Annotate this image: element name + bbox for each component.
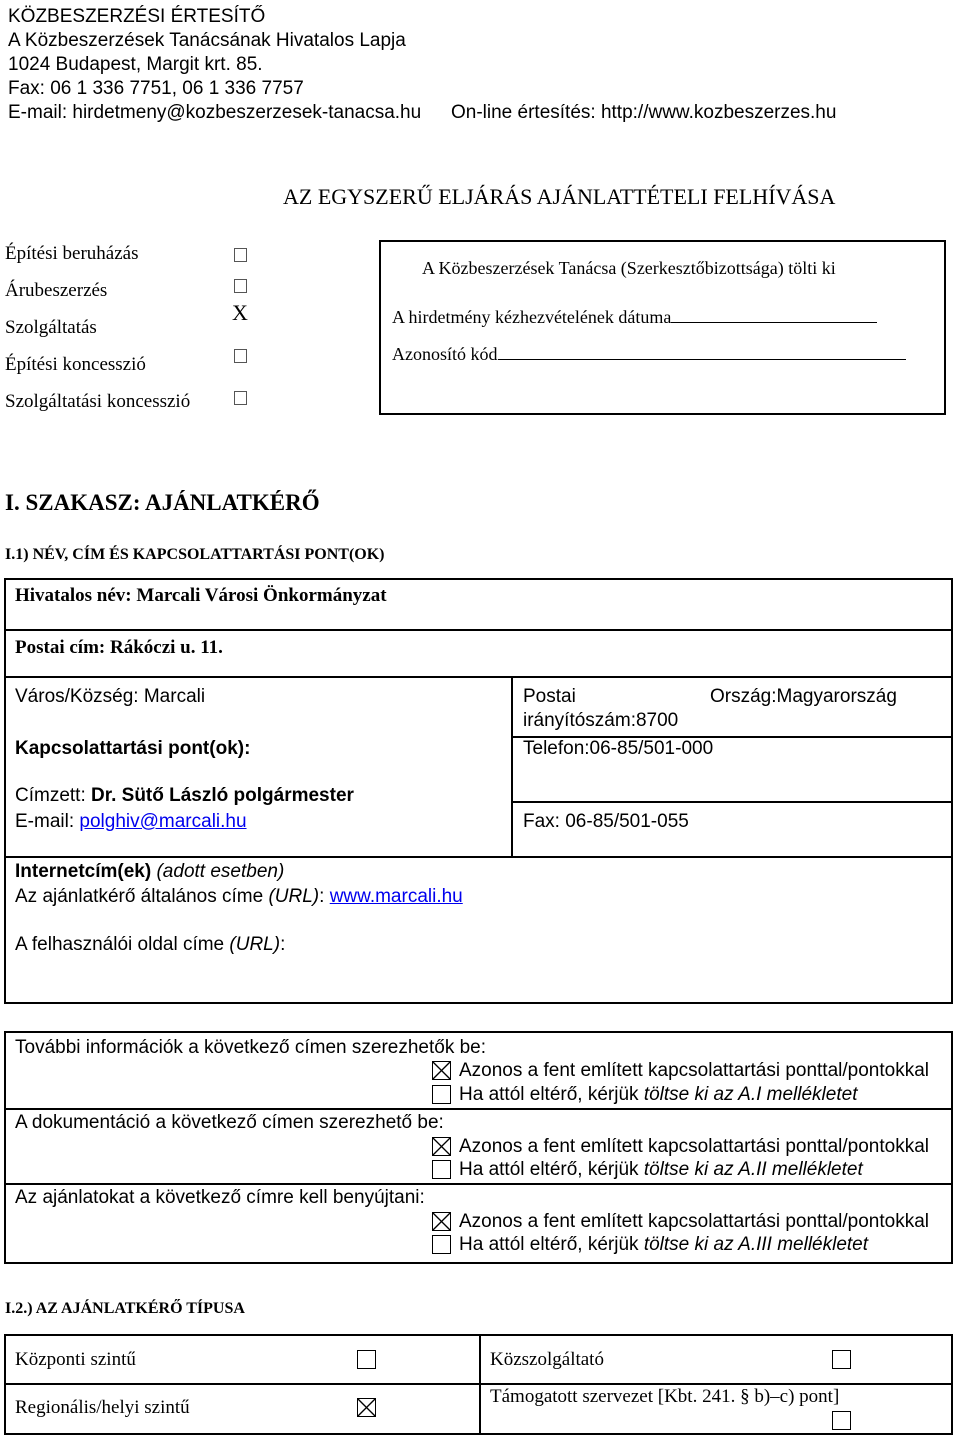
- column-divider: [479, 1334, 481, 1435]
- email-link[interactable]: polghiv@marcali.hu: [79, 811, 247, 832]
- other-address-prefix: Ha attól eltérő, kérjük: [459, 1159, 639, 1180]
- publisher-email: E-mail: hirdetmeny@kozbeszerzesek-tanacsa.hu: [8, 102, 422, 123]
- further-info-question: További információk a következő címen szerezhetők be:: [15, 1037, 487, 1058]
- identifier-row: [392, 343, 906, 365]
- internet-label: Internetcím(ek): [15, 861, 152, 882]
- other-address-prefix: Ha attól eltérő, kérjük: [459, 1084, 639, 1105]
- city: Város/Község: Marcali: [15, 686, 206, 707]
- buyer-type-title: [5, 1300, 245, 1318]
- same-contact-checkbox-1[interactable]: [432, 1061, 451, 1080]
- type-works-concession-checkbox[interactable]: [234, 349, 247, 363]
- row-divider: [4, 856, 953, 858]
- row-divider: [511, 801, 953, 803]
- country: Ország:Magyarország: [710, 686, 897, 707]
- internet-note: (adott esetben): [156, 861, 285, 882]
- public-service-checkbox[interactable]: [832, 1350, 851, 1369]
- row-divider: [4, 1183, 953, 1185]
- same-contact-checkbox-3[interactable]: [432, 1212, 451, 1231]
- addressee-label: Címzett:: [15, 785, 86, 806]
- supported-org-checkbox[interactable]: [832, 1411, 851, 1430]
- publisher-fax: Fax: 06 1 336 7751, 06 1 336 7757: [8, 78, 304, 99]
- submission-question: Az ajánlatokat a következő címre kell benyújtani:: [15, 1187, 425, 1208]
- buyer-type-name: AZ AJÁNLATKÉRŐ TÍPUSA: [35, 1300, 245, 1317]
- publisher-address: 1024 Budapest, Margit krt. 85.: [8, 54, 263, 75]
- other-address-row-1: [459, 1084, 857, 1106]
- identifier-field[interactable]: [498, 343, 906, 360]
- identifier-label: Azonosító kód: [392, 344, 498, 364]
- page-title: AZ EGYSZERŰ ELJÁRÁS AJÁNLATTÉTELI FELHÍVÁSA: [283, 184, 836, 209]
- type-label-works: Építési beruházás: [5, 243, 139, 264]
- central-label: Központi szintű: [15, 1349, 136, 1370]
- addressee-value: Dr. Sütő László polgármester: [91, 785, 354, 806]
- publisher-online: On-line értesítés: http://www.kozbeszerzes.hu: [451, 102, 837, 123]
- email-row: [15, 811, 247, 833]
- row-divider: [4, 629, 953, 631]
- subsection-name: NÉV, CÍM ÉS KAPCSOLATTARTÁSI PONT(OK): [32, 546, 385, 563]
- same-contact-checkbox-2[interactable]: [432, 1137, 451, 1156]
- receipt-date-field[interactable]: [671, 306, 877, 323]
- annex-ai-label: töltse ki az A.I mellékletet: [643, 1084, 858, 1105]
- public-service-label: Közszolgáltató: [490, 1349, 604, 1370]
- same-contact-label-1: Azonos a fent említett kapcsolattartási ponttal/pontokkal: [459, 1060, 929, 1081]
- supported-org-label: Támogatott szervezet [Kbt. 241. § b)–c) pont]: [490, 1386, 840, 1407]
- other-address-checkbox-3[interactable]: [432, 1235, 451, 1254]
- other-address-checkbox-2[interactable]: [432, 1160, 451, 1179]
- type-service-concession-checkbox[interactable]: [234, 391, 247, 405]
- postal-code-label: Postai: [523, 686, 576, 707]
- same-contact-label-3: Azonos a fent említett kapcsolattartási ponttal/pontokkal: [459, 1211, 929, 1232]
- receipt-date-label: A hirdetmény kézhezvételének dátuma: [392, 307, 672, 327]
- section-title: I. SZAKASZ: AJÁNLATKÉRŐ: [5, 490, 320, 515]
- type-label-works-concession: Építési koncesszió: [5, 354, 146, 375]
- receipt-date-row: [392, 306, 877, 328]
- phone: Telefon:06-85/501-000: [523, 738, 714, 759]
- general-url-row: Az ajánlatkérő általános címe (URL): www.marcali.hu: [15, 886, 463, 907]
- documentation-question: A dokumentáció a következő címen szerezhető be:: [15, 1112, 444, 1133]
- central-checkbox[interactable]: [357, 1350, 376, 1369]
- row-divider: [4, 1108, 953, 1110]
- publisher-subtitle: A Közbeszerzések Tanácsának Hivatalos Lapja: [8, 30, 406, 51]
- type-label-services: Szolgáltatás: [5, 317, 97, 338]
- general-url-note: (URL): [268, 886, 320, 907]
- other-address-row-2: [459, 1159, 863, 1181]
- postal-address: Postai cím: Rákóczi u. 11.: [15, 637, 223, 658]
- type-label-supplies: Árubeszerzés: [5, 280, 108, 301]
- buyer-profile-row: A felhasználói oldal címe (URL):: [15, 934, 286, 955]
- other-address-checkbox-1[interactable]: [432, 1085, 451, 1104]
- buyer-type-number: I.2.): [5, 1300, 33, 1317]
- annex-aiii-label: töltse ki az A.III mellékletet: [643, 1234, 869, 1255]
- internet-row: [15, 861, 284, 883]
- row-divider: [4, 676, 953, 678]
- editor-box: [379, 240, 946, 415]
- other-address-row-3: [459, 1234, 868, 1256]
- email-label: E-mail:: [15, 811, 75, 832]
- annex-aii-label: töltse ki az A.II mellékletet: [643, 1159, 863, 1180]
- publisher-name: KÖZBESZERZÉSI ÉRTESÍTŐ: [8, 6, 266, 27]
- subsection-title: [5, 546, 385, 564]
- buyer-profile-note: (URL): [229, 934, 281, 955]
- column-divider: [511, 676, 513, 857]
- addressee-row: [15, 785, 354, 807]
- buyer-profile-label: A felhasználói oldal címe: [15, 934, 225, 955]
- regional-checkbox[interactable]: [357, 1398, 376, 1417]
- postal-code: irányítószám:8700: [523, 710, 679, 731]
- subsection-number: I.1): [5, 546, 29, 563]
- regional-label: Regionális/helyi szintű: [15, 1397, 190, 1418]
- general-url-label: Az ajánlatkérő általános címe: [15, 886, 264, 907]
- type-works-checkbox[interactable]: [234, 248, 247, 262]
- type-supplies-checkbox[interactable]: [234, 279, 247, 293]
- type-label-service-concession: Szolgáltatási koncesszió: [5, 391, 191, 412]
- official-name: Hivatalos név: Marcali Városi Önkormányzat: [15, 585, 387, 606]
- editor-box-title: A Közbeszerzések Tanácsa (Szerkesztőbizottsága) tölti ki: [422, 258, 836, 278]
- general-url-link[interactable]: www.marcali.hu: [329, 886, 463, 907]
- other-address-prefix: Ha attól eltérő, kérjük: [459, 1234, 639, 1255]
- same-contact-label-2: Azonos a fent említett kapcsolattartási ponttal/pontokkal: [459, 1136, 929, 1157]
- fax: Fax: 06-85/501-055: [523, 811, 689, 832]
- contact-points-label: Kapcsolattartási pont(ok):: [15, 738, 251, 759]
- type-services-mark[interactable]: X: [232, 300, 248, 325]
